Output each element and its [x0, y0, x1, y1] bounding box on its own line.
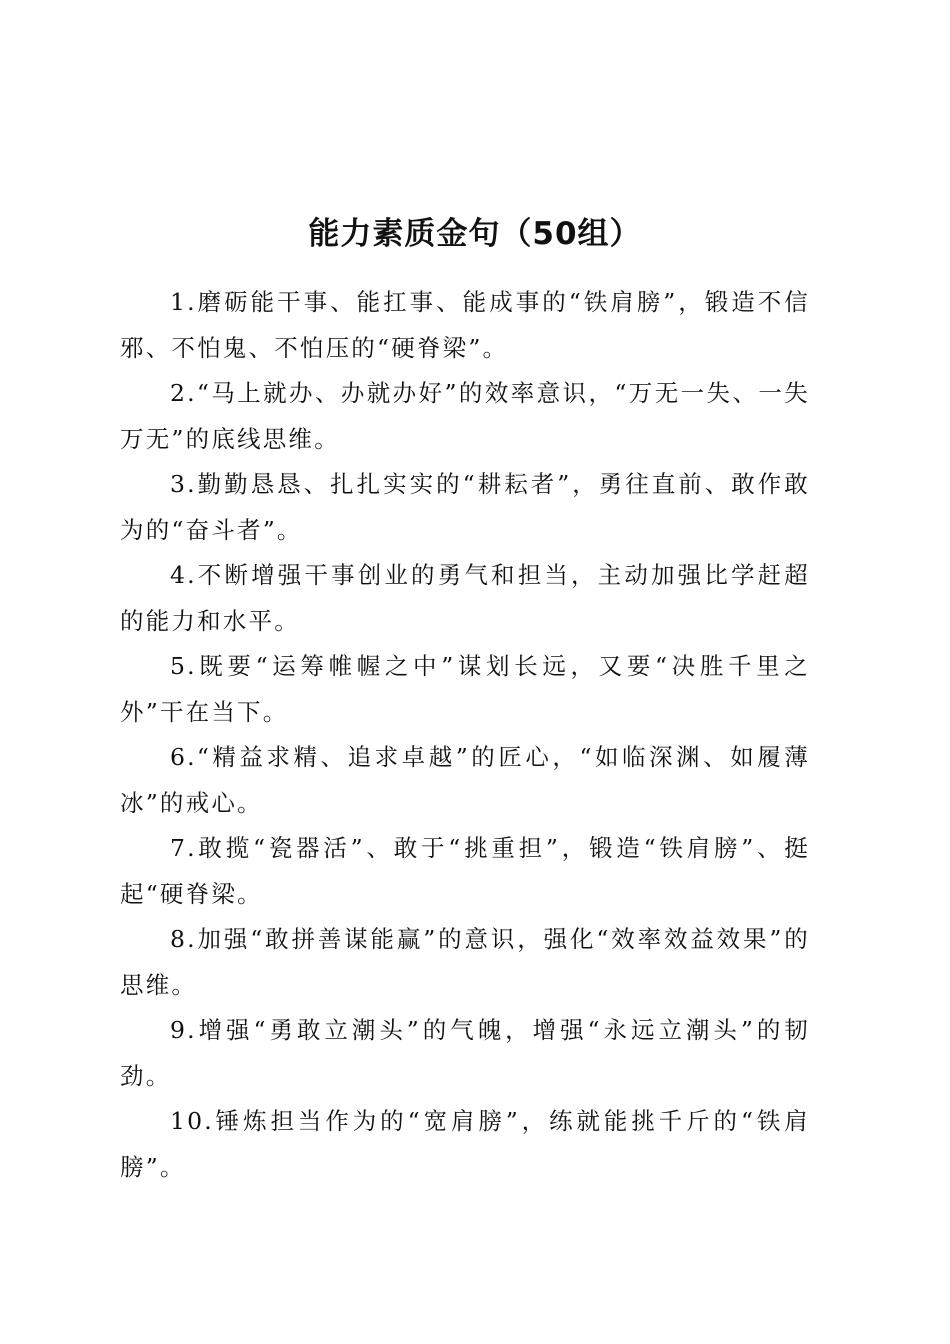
document-body [120, 280, 810, 1190]
list-item: 10.锤炼担当作为的“宽肩膀”，练就能挑千斤的“铁肩膀”。 [120, 1107, 810, 1181]
list-item: 8.加强“敢拼善谋能赢”的意识，强化“效率效益效果”的思维。 [120, 925, 810, 999]
list-item: 9.增强“勇敢立潮头”的气魄，增强“永远立潮头”的韧劲。 [120, 1016, 810, 1090]
list-item: 5.既要“运筹帷幄之中”谋划长远，又要“决胜千里之外”干在当下。 [120, 652, 810, 726]
list-item: 1.磨砺能干事、能扛事、能成事的“铁肩膀”，锻造不信邪、不怕鬼、不怕压的“硬脊梁”。 [120, 288, 810, 362]
list-item: 2.“马上就办、办就办好”的效率意识，“万无一失、一失万无”的底线思维。 [120, 379, 810, 453]
document-title: 能力素质金句（50组） [308, 216, 642, 252]
list-item: 6.“精益求精、追求卓越”的匠心，“如临深渊、如履薄冰”的戒心。 [120, 743, 810, 817]
list-item: 3.勤勤恳恳、扎扎实实的“耕耘者”，勇往直前、敢作敢为的“奋斗者”。 [120, 470, 810, 544]
list-item: 7.敢揽“瓷器活”、敢于“挑重担”，锻造“铁肩膀”、挺起“硬脊梁。 [120, 834, 810, 908]
list-item: 4.不断增强干事创业的勇气和担当，主动加强比学赶超的能力和水平。 [120, 561, 810, 635]
